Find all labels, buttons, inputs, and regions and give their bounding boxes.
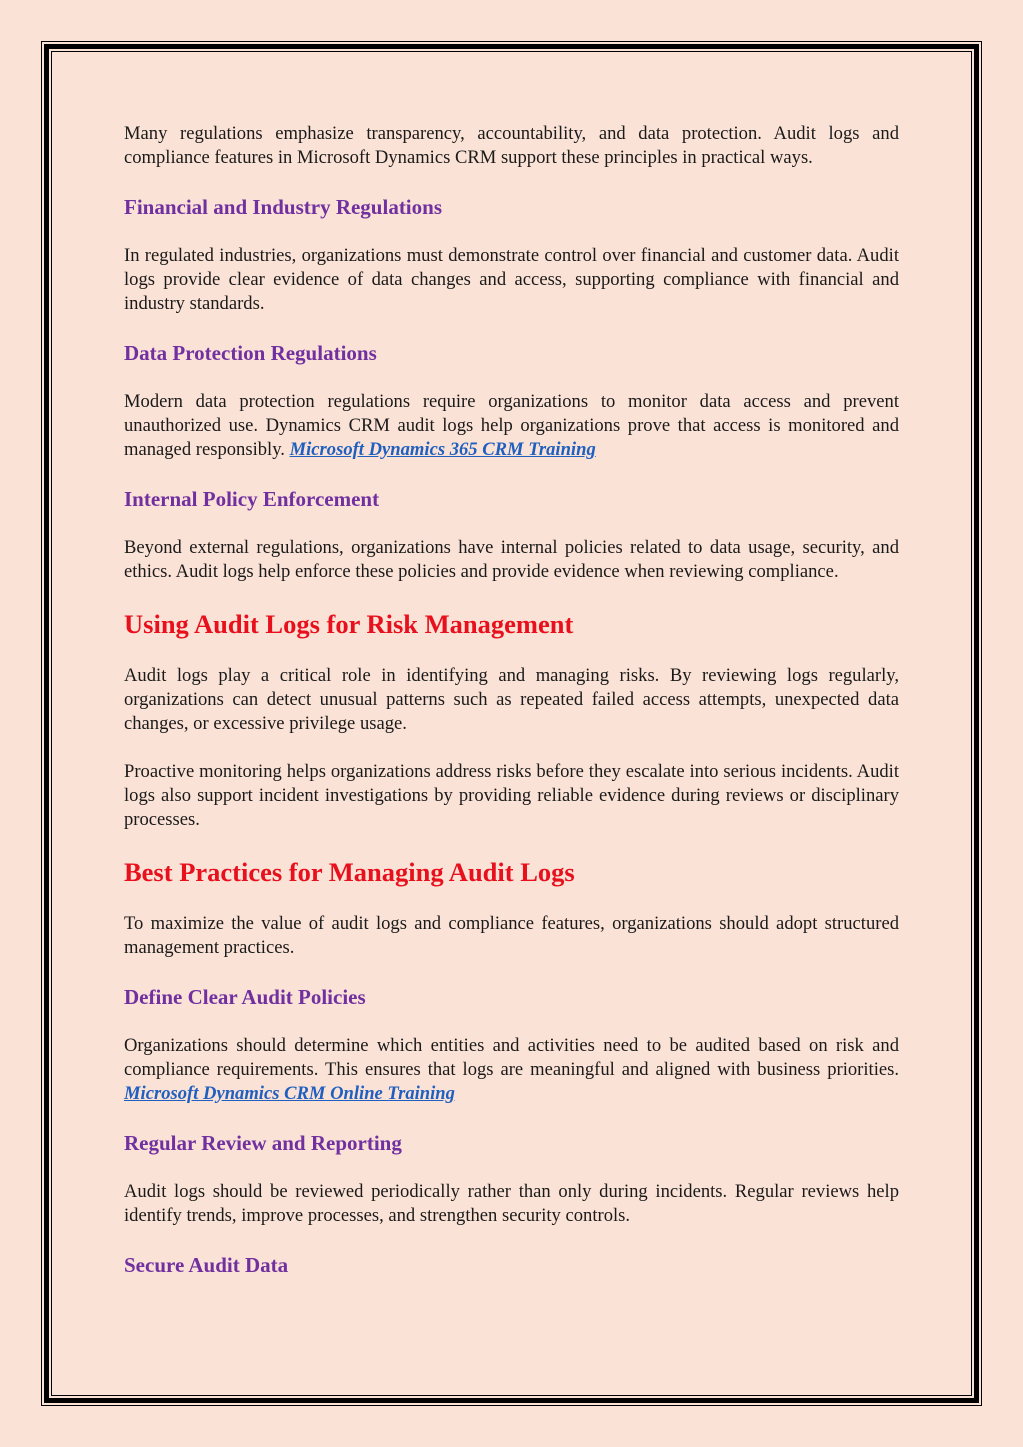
internal-policy-paragraph: Beyond external regulations, organizations have internal policies related to data usage, security, and ethics. Audit logs help enforce these policies and provide evidence when reviewing compliance. [124, 537, 899, 582]
best-practices-heading: Best Practices for Managing Audit Logs [124, 857, 575, 887]
financial-regulations-paragraph: In regulated industries, organizations must demonstrate control over financial and customer data. Audit logs provide clear evidence of data changes and access, supporting compliance with financial and industry standards. [124, 245, 899, 314]
risk-management-paragraph-2: Proactive monitoring helps organizations address risks before they escalate into serious incidents. Audit logs also support incident investigations by providing reliable evidence during reviews or disciplinary processes. [124, 761, 899, 830]
define-policies-text: Organizations should determine which entities and activities need to be audited based on risk and compliance requirements. This ensures that logs are meaningful and aligned with business priorities. [124, 1035, 899, 1080]
crm-online-training-link[interactable]: Microsoft Dynamics CRM Online Training [124, 1083, 455, 1104]
define-policies-heading: Define Clear Audit Policies [124, 985, 366, 1009]
document-content [124, 122, 899, 1302]
regular-review-heading: Regular Review and Reporting [124, 1131, 402, 1155]
risk-management-paragraph-1: Audit logs play a critical role in identifying and managing risks. By reviewing logs regularly, organizations can detect unusual patterns such as repeated failed access attempts, unexpected data changes, or excessive privilege usage. [124, 665, 899, 734]
financial-regulations-heading: Financial and Industry Regulations [124, 195, 442, 219]
data-protection-text: Modern data protection regulations require organizations to monitor data access and prevent unauthorized use. Dynamics CRM audit logs help organizations prove that access is monitored and managed responsibly. [124, 391, 899, 460]
data-protection-heading: Data Protection Regulations [124, 341, 377, 365]
secure-audit-data-heading: Secure Audit Data [124, 1253, 289, 1277]
data-protection-paragraph [124, 390, 899, 462]
risk-management-heading: Using Audit Logs for Risk Management [124, 609, 574, 639]
internal-policy-heading: Internal Policy Enforcement [124, 487, 380, 511]
regular-review-paragraph: Audit logs should be reviewed periodically rather than only during incidents. Regular reviews help identify trends, improve processes, and strengthen security controls. [124, 1181, 899, 1226]
best-practices-paragraph: To maximize the value of audit logs and compliance features, organizations should adopt structured management practices. [124, 913, 899, 958]
intro-paragraph: Many regulations emphasize transparency, accountability, and data protection. Audit logs and compliance features in Microsoft Dynamics CRM support these principles in practical ways. [124, 123, 899, 168]
dynamics-365-crm-training-link[interactable]: Microsoft Dynamics 365 CRM Training [289, 439, 596, 460]
define-policies-paragraph [124, 1034, 899, 1106]
